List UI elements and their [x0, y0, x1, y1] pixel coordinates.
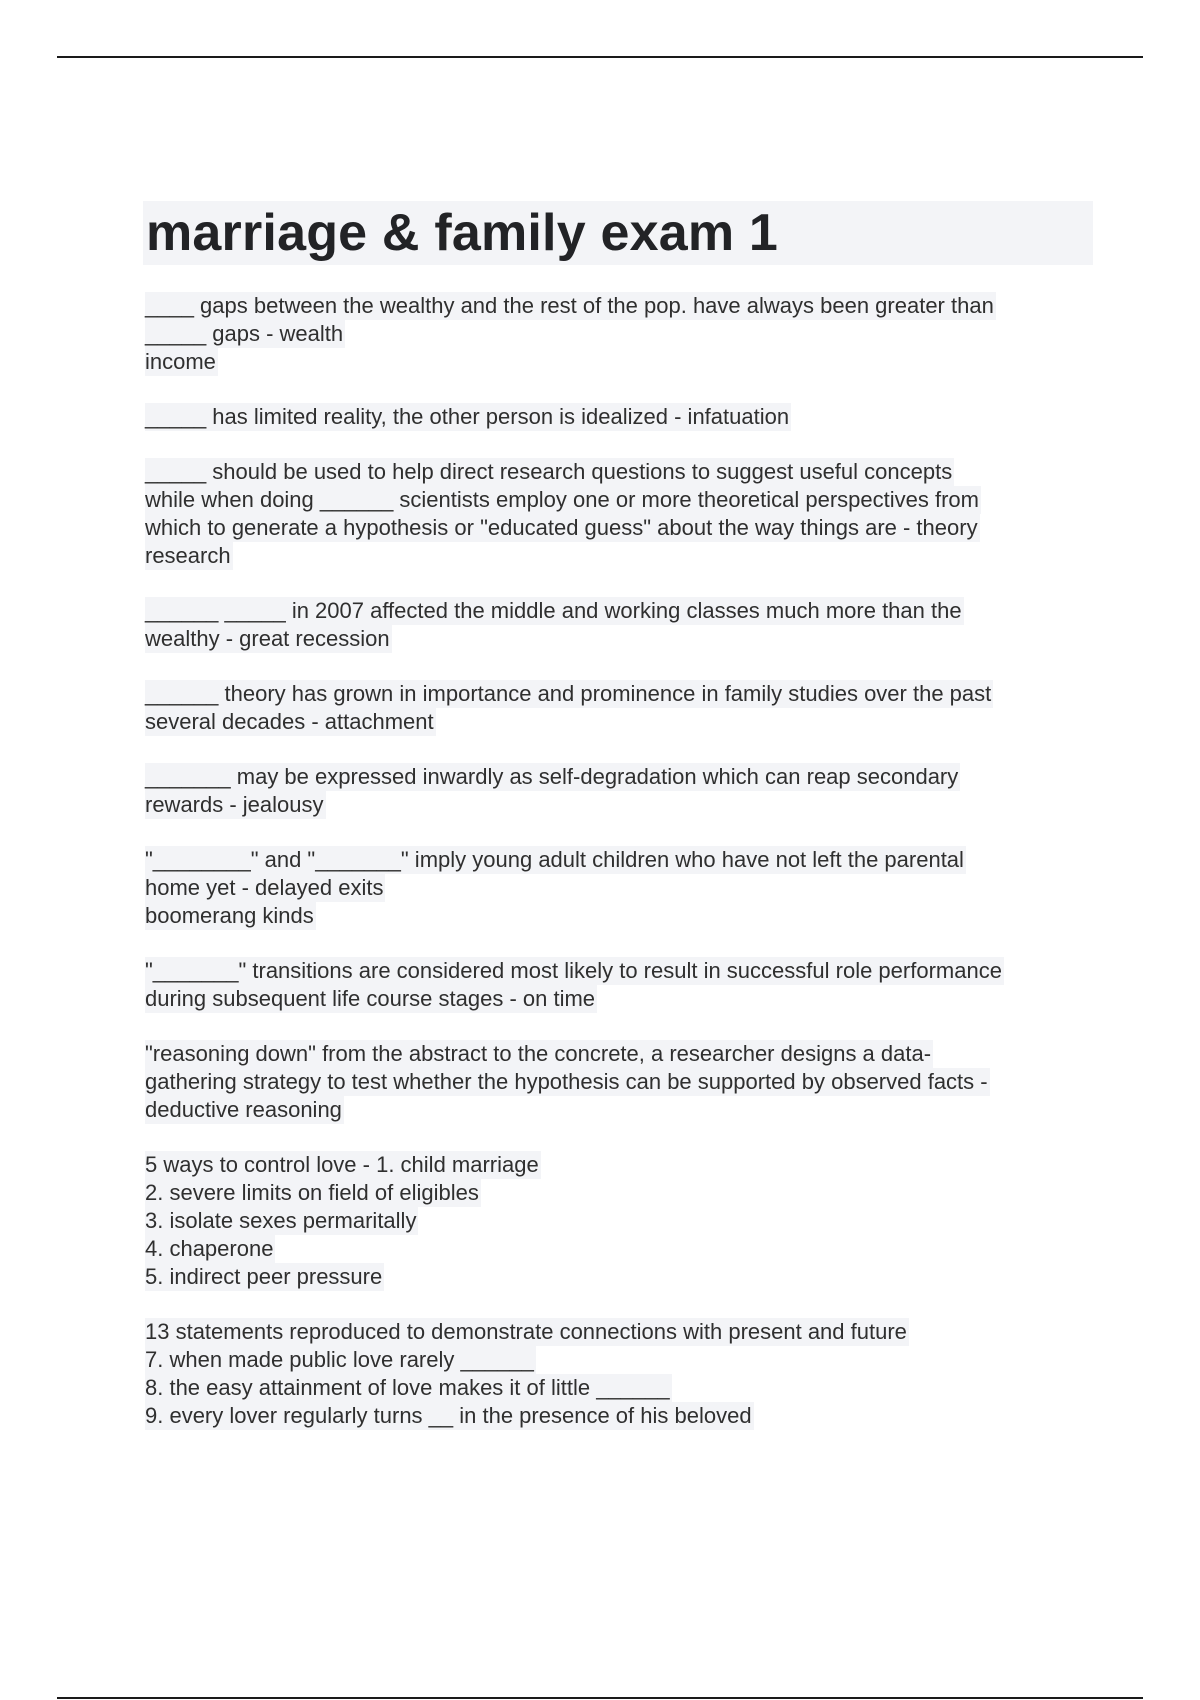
flashcard-line: _______ may be expressed inwardly as self-degradation which can reap secondary: [145, 764, 959, 789]
flashcard-line: research: [145, 543, 231, 568]
flashcard: [145, 680, 1095, 736]
flashcard-line: 8. the easy attainment of love makes it of little ______: [145, 1375, 670, 1400]
flashcard: [145, 597, 1095, 653]
flashcard-line: 4. chaperone: [145, 1236, 274, 1261]
flashcard: [145, 458, 1095, 570]
bottom-rule: [57, 1697, 1143, 1699]
flashcard: [145, 403, 1095, 431]
flashcard-line: income: [145, 349, 216, 374]
flashcard-line: 5 ways to control love - 1. child marriage: [145, 1152, 539, 1177]
flashcard: [145, 1040, 1095, 1124]
flashcard-line: 7. when made public love rarely ______: [145, 1347, 534, 1372]
flashcard-line: which to generate a hypothesis or "educated guess" about the way things are - theory: [145, 515, 978, 540]
page-title: marriage & family exam 1: [146, 204, 779, 262]
flashcard: [145, 292, 1095, 376]
flashcard-line: gathering strategy to test whether the hypothesis can be supported by observed facts -: [145, 1069, 988, 1094]
flashcard-line: deductive reasoning: [145, 1097, 342, 1122]
flashcard-line: home yet - delayed exits: [145, 875, 384, 900]
flashcard-line: 13 statements reproduced to demonstrate connections with present and future: [145, 1319, 907, 1344]
flashcard: [145, 846, 1095, 930]
flashcard-line: boomerang kinds: [145, 903, 314, 928]
flashcard-line: "________" and "_______" imply young adult children who have not left the parental: [145, 847, 964, 872]
flashcard-list: [145, 292, 1095, 1457]
flashcard-line: "reasoning down" from the abstract to the concrete, a researcher designs a data-: [145, 1041, 932, 1066]
flashcard-line: _____ gaps - wealth: [145, 321, 344, 346]
flashcard-line: 5. indirect peer pressure: [145, 1264, 383, 1289]
top-rule: [57, 56, 1143, 58]
flashcard-line: "_______" transitions are considered most likely to result in successful role performance: [145, 958, 1002, 983]
flashcard: [145, 763, 1095, 819]
flashcard-line: ____ gaps between the wealthy and the rest of the pop. have always been greater than: [145, 293, 994, 318]
flashcard-line: ______ _____ in 2007 affected the middle and working classes much more than the: [145, 598, 962, 623]
flashcard-line: 9. every lover regularly turns __ in the presence of his beloved: [145, 1403, 752, 1428]
flashcard-line: during subsequent life course stages - on time: [145, 986, 596, 1011]
flashcard: [145, 957, 1095, 1013]
flashcard-line: _____ should be used to help direct research questions to suggest useful concepts: [145, 459, 953, 484]
flashcard-line: _____ has limited reality, the other person is idealized - infatuation: [145, 404, 790, 429]
flashcard: [145, 1318, 1095, 1430]
flashcard-line: wealthy - great recession: [145, 626, 390, 651]
flashcard-line: several decades - attachment: [145, 709, 434, 734]
flashcard: [145, 1151, 1095, 1291]
flashcard-line: ______ theory has grown in importance and prominence in family studies over the past: [145, 681, 992, 706]
flashcard-line: 2. severe limits on field of eligibles: [145, 1180, 479, 1205]
flashcard-line: 3. isolate sexes permaritally: [145, 1208, 417, 1233]
flashcard-line: while when doing ______ scientists employ one or more theoretical perspectives from: [145, 487, 979, 512]
flashcard-line: rewards - jealousy: [145, 792, 324, 817]
